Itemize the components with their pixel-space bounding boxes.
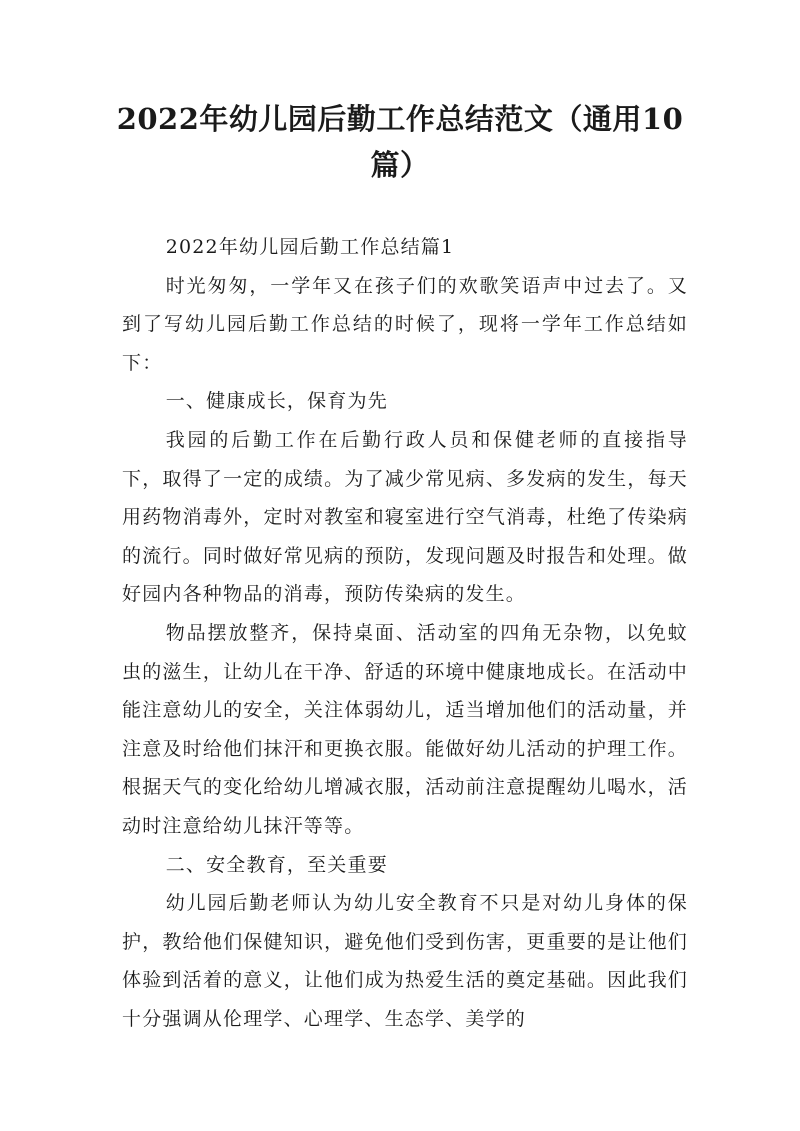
body-paragraph: 我园的后勤工作在后勤行政人员和保健老师的直接指导下，取得了一定的成绩。为了减少常见病、多发病的发生，每天用药物消毒外，定时对教室和寝室进行空气消毒，杜绝了传染病的流行。同时做好常见病的预防，发现问题及时报告和处理。做好园内各种物品的消毒，预防传染病的发生。 — [122, 428, 688, 606]
document-title: 2022年幼儿园后勤工作总结范文（通用10篇） — [116, 102, 684, 182]
body-paragraph: 幼儿园后勤老师认为幼儿安全教育不只是对幼儿身体的保护，教给他们保健知识，避免他们受到伤害，更重要的是让他们体验到活着的意义，让他们成为热爱生活的奠定基础。因此我们十分强调从伦理学、心理学、生态学、美学的 — [122, 892, 688, 1030]
body-paragraph: 物品摆放整齐，保持桌面、活动室的四角无杂物，以免蚊虫的滋生，让幼儿在干净、舒适的环境中健康地成长。在活动中能注意幼儿的安全，关注体弱幼儿，适当增加他们的活动量，并注意及时给他们抹汗和更换衣服。能做好幼儿活动的护理工作。根据天气的变化给幼儿增减衣服，活动前注意提醒幼儿喝水，活动时注意给幼儿抹汗等等。 — [122, 621, 688, 837]
section-heading-health: 一、健康成长，保育为先 — [165, 390, 388, 413]
section-subtitle: 2022年幼儿园后勤工作总结篇1 — [165, 236, 455, 258]
document-body — [122, 228, 688, 1038]
intro-paragraph: 时光匆匆，一学年又在孩子们的欢歌笑语声中过去了。又到了写幼儿园后勤工作总结的时候了，现将一学年工作总结如下： — [122, 274, 688, 374]
section-heading-safety: 二、安全教育，至关重要 — [165, 853, 388, 876]
